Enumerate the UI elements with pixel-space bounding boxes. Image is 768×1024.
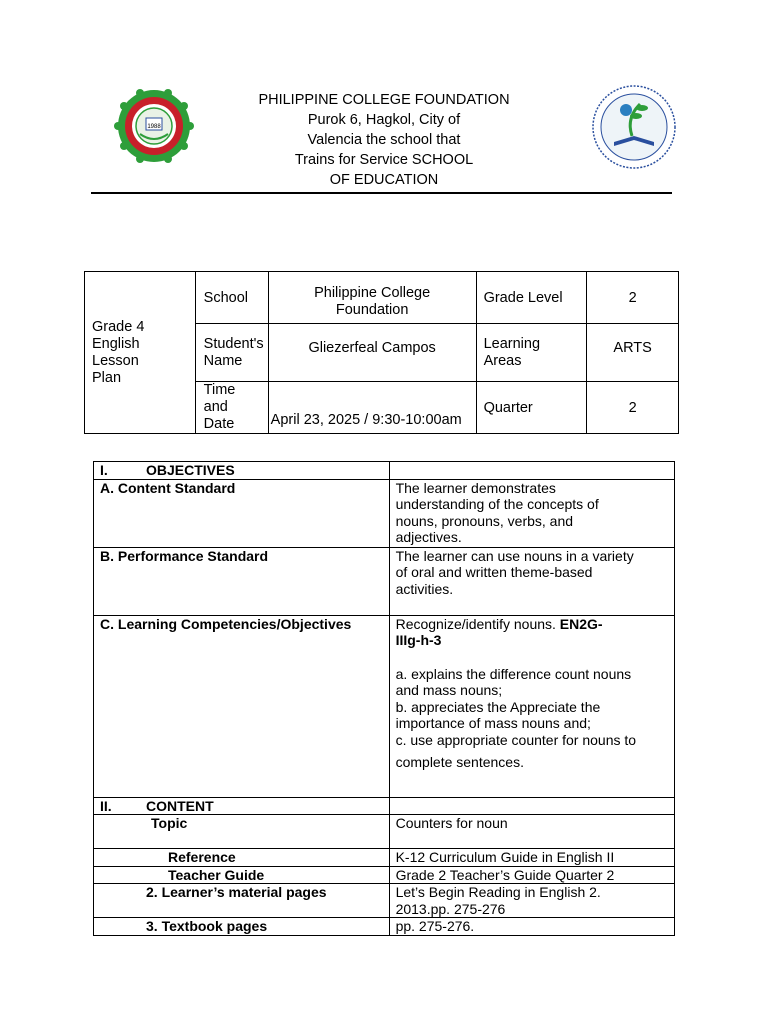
teacher-guide-label: Teacher Guide (94, 866, 390, 884)
textbook-pages-label: 3. Textbook pages (94, 918, 390, 936)
grade-level-value: 2 (587, 272, 679, 324)
competency-item: importance of mass nouns and; (395, 715, 591, 731)
text-line: 2013.pp. 275-276 (395, 900, 506, 917)
header-line-3: Valencia the school that (307, 132, 461, 148)
competency-item: c. use appropriate counter for nouns to (395, 731, 637, 748)
objectives-heading (94, 462, 390, 480)
section-number: I. (100, 462, 108, 478)
competency-code: EN2G- (559, 615, 603, 632)
reference-value: K-12 Curriculum Guide in English II (389, 849, 674, 867)
school-header (200, 90, 568, 190)
lesson-info-table (84, 271, 679, 434)
school-value-line: Foundation (335, 301, 409, 318)
text-line: The learner demonstrates (395, 479, 556, 496)
competency-item: and mass nouns; (395, 682, 503, 698)
time-date-value: April 23, 2025 / 9:30-10:00am (268, 382, 476, 434)
competency-item: b. appreciates the Appreciate the (395, 698, 601, 715)
topic-label: Topic (94, 815, 390, 849)
student-name-value: Gliezerfeal Campos (268, 324, 476, 382)
content-heading (94, 797, 390, 815)
empty-cell (389, 462, 674, 480)
section-title: CONTENT (146, 797, 214, 814)
learning-areas-label-line: Learning (483, 335, 541, 352)
quarter-value: 2 (587, 382, 679, 434)
header-line-4: Trains for Service SCHOOL (294, 152, 474, 168)
competency-main (396, 616, 668, 633)
learning-areas-label (476, 324, 587, 382)
plan-label-line: English (92, 335, 140, 352)
plan-label-cell (85, 272, 196, 434)
performance-standard-value (389, 547, 674, 615)
reference-label: Reference (94, 849, 390, 867)
plan-label-line: Plan (92, 369, 122, 386)
time-label-line: Date (203, 416, 235, 432)
section-title: OBJECTIVES (146, 462, 235, 478)
text-line: nouns, pronouns, verbs, and (395, 512, 574, 529)
section-number: II. (100, 797, 112, 814)
svg-text:1988: 1988 (147, 124, 161, 130)
grade-level-label: Grade Level (476, 272, 587, 324)
school-value-line: Philippine College (314, 284, 431, 301)
text-line: The learner can use nouns in a variety (395, 547, 634, 564)
header-line-5: OF EDUCATION (329, 172, 439, 188)
text-line: of oral and written theme-based (395, 564, 593, 580)
performance-standard-label: B. Performance Standard (94, 547, 390, 615)
header-divider (91, 192, 672, 194)
time-label-line: Time (203, 382, 236, 398)
competencies-label: C. Learning Competencies/Objectives (94, 615, 390, 797)
topic-value: Counters for noun (389, 815, 674, 849)
school-of-education-seal-logo (586, 84, 682, 170)
objectives-content-table (93, 461, 675, 936)
competency-item: a. explains the difference count nouns (395, 665, 632, 682)
learner-pages-value (389, 884, 674, 918)
textbook-pages-value: pp. 275-276. (389, 918, 674, 936)
empty-cell (389, 797, 674, 815)
plan-label-line: Grade 4 (92, 318, 145, 335)
text-line: activities. (395, 580, 454, 597)
text-line: understanding of the concepts of (395, 496, 599, 512)
school-value (268, 272, 476, 324)
text-line: adjectives. (395, 529, 462, 545)
student-label-line: Student's (203, 335, 264, 352)
college-seal-logo (110, 88, 198, 164)
student-name-label (195, 324, 268, 382)
learning-areas-value: ARTS (587, 324, 679, 382)
learner-pages-label: 2. Learner’s material pages (94, 884, 390, 918)
header-line-1: PHILIPPINE COLLEGE FOUNDATION (258, 92, 510, 108)
content-standard-value (389, 479, 674, 547)
quarter-label: Quarter (476, 382, 587, 434)
header-line-2: Purok 6, Hagkol, City of (307, 112, 461, 128)
school-label: School (195, 272, 268, 324)
learning-areas-label-line: Areas (483, 352, 522, 369)
teacher-guide-value: Grade 2 Teacher’s Guide Quarter 2 (389, 866, 674, 884)
time-label-line: and (203, 399, 228, 415)
plan-label-line: Lesson (92, 352, 139, 369)
competencies-value (389, 615, 674, 797)
competency-code-cont: IIIg-h-3 (395, 632, 442, 648)
time-date-label (195, 382, 268, 434)
content-standard-label: A. Content Standard (94, 479, 390, 547)
competency-text: Recognize/identify nouns. (395, 615, 560, 632)
text-line: Let’s Begin Reading in English 2. (395, 884, 601, 900)
student-label-line: Name (203, 352, 243, 369)
competency-item: complete sentences. (395, 754, 524, 770)
